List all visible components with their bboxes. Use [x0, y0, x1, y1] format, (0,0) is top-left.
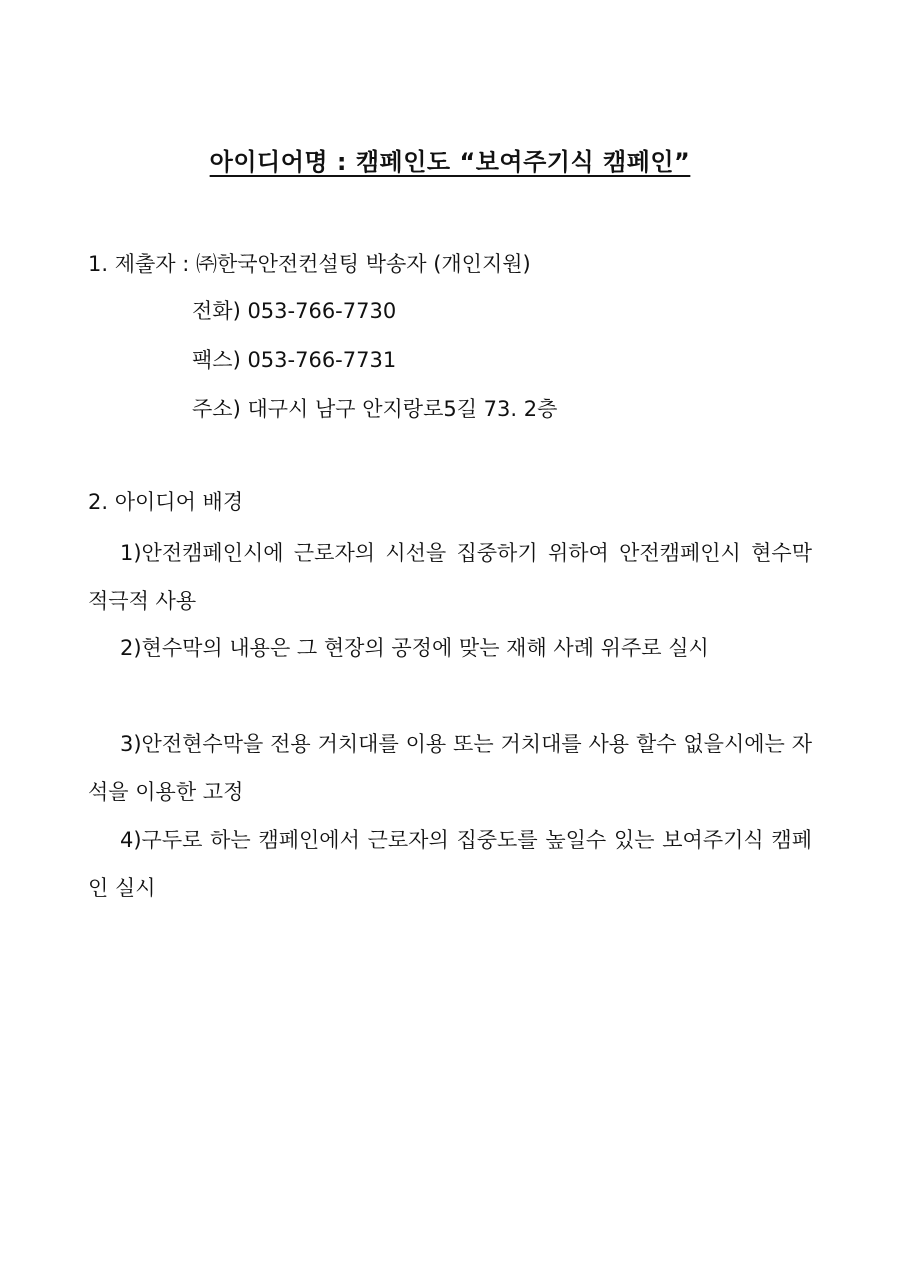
background-item-3: 3)안전현수막을 전용 거치대를 이용 또는 거치대를 사용 할수 없을시에는 자석을 이용한 고정 — [88, 732, 812, 804]
background-item-2: 2)현수막의 내용은 그 현장의 공정에 맞는 재해 사례 위주로 실시 — [120, 636, 709, 660]
address-line: 주소) 대구시 남구 안지랑로5길 73. 2층 — [192, 397, 558, 421]
background-item-1: 1)안전캠페인시에 근로자의 시선을 집중하기 위하여 안전캠페인시 현수막 적극적 사용 — [88, 541, 812, 613]
fax-line: 팩스) 053-766-7731 — [192, 348, 397, 372]
document-title — [0, 142, 900, 177]
phone-line: 전화) 053-766-7730 — [192, 299, 397, 323]
background-heading: 2. 아이디어 배경 — [88, 490, 244, 514]
submitter-heading: 1. 제출자 : ㈜한국안전컨설팅 박송자 (개인지원) — [88, 252, 531, 276]
background-item-4: 4)구두로 하는 캠페인에서 근로자의 집중도를 높일수 있는 보여주기식 캠페인 실시 — [88, 828, 812, 900]
title-text: 아이디어명 : 캠페인도 “보여주기식 캠페인” — [209, 148, 691, 176]
